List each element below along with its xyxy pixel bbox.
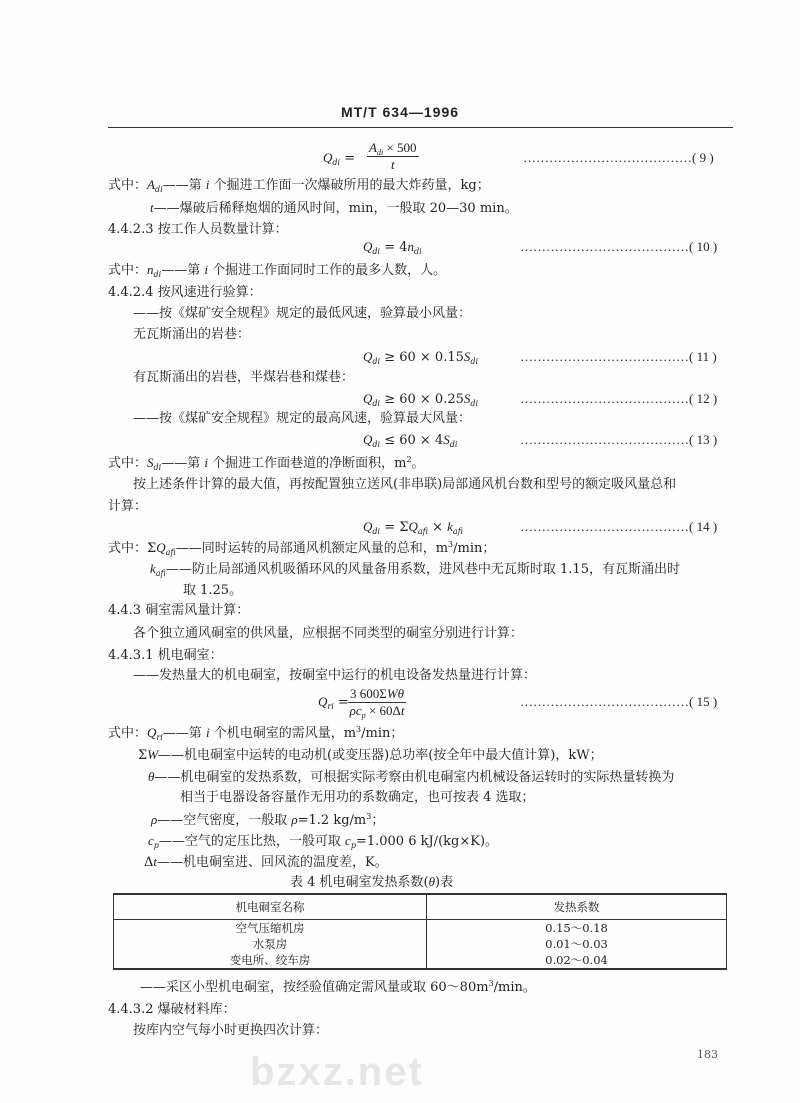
text-run: 3 600Σ bbox=[350, 686, 387, 701]
math-symbol: k bbox=[447, 519, 453, 534]
subscript: di bbox=[372, 399, 381, 408]
math-symbol: S bbox=[463, 349, 471, 364]
cell-coefficient: 0.15～0.18 bbox=[545, 921, 608, 935]
eq11-number bbox=[520, 349, 717, 365]
text-run: 各个独立通风硐室的供风量，应根据不同类型的硐室分别进行计算： bbox=[133, 626, 524, 641]
eq15-lhs bbox=[318, 694, 349, 711]
text-run: 有瓦斯涌出的岩巷，半煤岩巷和煤巷： bbox=[133, 370, 355, 385]
eq11-label: ( 11 ) bbox=[689, 349, 717, 364]
text-run: ——同时运转的局部通风机额定风量的总和，m bbox=[175, 541, 449, 556]
def-k-cont bbox=[183, 583, 242, 599]
eq9-lhs bbox=[323, 150, 355, 167]
math-symbol: i bbox=[204, 262, 208, 277]
math-symbol: i bbox=[205, 177, 210, 192]
eq10 bbox=[363, 239, 422, 256]
header-rule bbox=[108, 127, 733, 128]
math-symbol: Q bbox=[363, 349, 373, 364]
eq14-label: ( 14 ) bbox=[689, 519, 718, 534]
text-run: ——采区小型机电硐室，按经验值确定需风量或取 60～80m bbox=[140, 980, 489, 995]
def-S bbox=[108, 455, 425, 472]
subscript: di bbox=[414, 247, 422, 256]
eq15-denominator bbox=[348, 703, 406, 719]
subscript: afi bbox=[165, 548, 176, 557]
subscript: di bbox=[153, 270, 162, 279]
paragraph-chambers bbox=[133, 626, 523, 642]
eq15-number bbox=[520, 694, 717, 710]
text-run: = Σ bbox=[380, 520, 409, 535]
text-run: =1.2 kg/m bbox=[297, 813, 367, 828]
page-number: 183 bbox=[697, 1048, 718, 1061]
subscript: p bbox=[361, 711, 366, 720]
text-run: 按库内空气每小时更换四次计算： bbox=[133, 1023, 329, 1038]
math-symbol: Q bbox=[363, 391, 373, 406]
text-run: ——按《煤矿安全规程》规定的最高风速，验算最大风量： bbox=[133, 411, 472, 426]
text-run: 个机电硐室的需风量，m bbox=[209, 726, 357, 741]
cell-name: 水泵房 bbox=[114, 936, 427, 952]
eq15-label: ( 15 ) bbox=[689, 694, 718, 709]
text-run: /min。 bbox=[493, 980, 536, 995]
math-symbol: ρc bbox=[349, 703, 362, 718]
leader-dots: ………………………………… bbox=[520, 349, 689, 364]
math-symbol: Wθ bbox=[386, 686, 405, 701]
subscript: di bbox=[470, 399, 479, 408]
table-row bbox=[114, 936, 727, 952]
text-run: 计算： bbox=[108, 499, 148, 514]
def-cp bbox=[148, 833, 498, 850]
subscript: ri bbox=[327, 702, 334, 711]
cell-coefficient: 0.01～0.03 bbox=[545, 937, 608, 951]
subscript: di bbox=[332, 158, 341, 167]
math-symbol: Q bbox=[318, 694, 328, 709]
text-run: Σ bbox=[138, 748, 148, 763]
text-run: ——机电硐室的发热系数，可根据实际考察由机电硐室内机械设备运转时的实际热量转换为 bbox=[154, 770, 675, 785]
math-symbol: t bbox=[390, 157, 395, 172]
math-symbol: Q bbox=[363, 519, 373, 534]
math-symbol: S bbox=[147, 455, 154, 470]
text-run: 式中： bbox=[108, 726, 148, 741]
no-gas-roadway bbox=[133, 327, 250, 343]
def-k bbox=[150, 561, 680, 578]
def-rho bbox=[151, 812, 384, 829]
eq13 bbox=[363, 432, 457, 449]
superscript: 3 bbox=[488, 979, 494, 988]
math-symbol: c bbox=[148, 833, 154, 848]
math-symbol: i bbox=[205, 725, 210, 740]
superscript: 3 bbox=[356, 725, 362, 734]
math-symbol: A bbox=[147, 177, 155, 192]
eq9-fraction bbox=[367, 140, 419, 173]
subscript: di bbox=[470, 357, 479, 366]
math-symbol: k bbox=[150, 561, 156, 576]
text-run: × bbox=[427, 520, 448, 535]
math-symbol: Q bbox=[156, 540, 166, 555]
def-t bbox=[150, 200, 518, 217]
text-run: /min； bbox=[453, 541, 496, 556]
subscript: di bbox=[153, 463, 162, 472]
eq9-number bbox=[523, 150, 714, 166]
superscript: 3 bbox=[448, 540, 454, 549]
def-theta-cont bbox=[180, 790, 535, 806]
def-W bbox=[138, 747, 603, 764]
text-run: = bbox=[333, 695, 349, 710]
watermark: bzxz.net bbox=[250, 1050, 424, 1094]
eq9-label: ( 9 ) bbox=[692, 150, 714, 165]
subscript: di bbox=[376, 148, 384, 157]
heat-coefficient-table bbox=[113, 893, 727, 970]
eq15-numerator bbox=[348, 686, 406, 703]
math-symbol: n bbox=[407, 239, 415, 254]
math-symbol: Q bbox=[408, 519, 418, 534]
text-run: ——机电硐室进、回风流的温度差，K。 bbox=[157, 855, 388, 870]
subscript: di bbox=[449, 440, 458, 449]
table-row bbox=[114, 952, 727, 969]
text-run: 无瓦斯涌出的岩巷： bbox=[133, 327, 251, 342]
text-run: 表 4 机电硐室发热系数( bbox=[290, 875, 429, 890]
heat-chamber bbox=[133, 668, 536, 684]
eq12-label: ( 12 ) bbox=[689, 391, 718, 406]
eq13-number bbox=[520, 432, 717, 448]
math-symbol: c bbox=[345, 833, 351, 848]
math-symbol: S bbox=[443, 432, 450, 447]
subscript: afi bbox=[417, 527, 428, 536]
text-run: =1.000 6 kJ/(kg×K)。 bbox=[355, 834, 499, 849]
standard-header: MT/T 634—1996 bbox=[340, 104, 460, 120]
text-run: /min； bbox=[361, 726, 404, 741]
text-run: × 60Δ bbox=[365, 703, 401, 718]
eq14 bbox=[363, 519, 463, 536]
leader-dots: ………………………………… bbox=[520, 391, 689, 406]
text-run: ≥ 60 × 0.15 bbox=[380, 350, 464, 365]
math-symbol: ρ bbox=[151, 812, 158, 827]
math-symbol: Q bbox=[363, 239, 373, 254]
def-Q bbox=[108, 725, 403, 742]
subscript: p bbox=[153, 841, 159, 850]
text-run: )表 bbox=[435, 875, 454, 890]
paragraph-calc bbox=[108, 499, 147, 515]
cell-name: 变电所、绞车房 bbox=[114, 952, 427, 969]
def-sumQ bbox=[108, 540, 495, 557]
text-run: 式中： bbox=[108, 263, 148, 278]
text-run: Δ bbox=[144, 855, 154, 870]
table-caption bbox=[290, 874, 453, 891]
eq11 bbox=[363, 349, 478, 366]
math-symbol: W bbox=[147, 747, 159, 762]
section-4-4-2-3 bbox=[108, 222, 288, 238]
text-run: ——机电硐室中运转的电动机(或变压器)总功率(按全年中最大值计算)，kW； bbox=[158, 748, 603, 763]
math-symbol: Q bbox=[363, 432, 373, 447]
math-symbol: t bbox=[153, 854, 158, 869]
section-4-4-3-2 bbox=[108, 1002, 236, 1018]
leader-dots: ………………………………… bbox=[520, 432, 689, 447]
text-run: 4.4.2.3 按工作人员数量计算： bbox=[108, 222, 288, 237]
text-run: 按上述条件计算的最大值，再按配置独立送风(非串联)局部通风机台数和型号的额定吸风量总和 bbox=[133, 477, 677, 492]
subscript: p bbox=[350, 841, 356, 850]
section-4-4-2-4 bbox=[108, 285, 262, 301]
text-run: = 4 bbox=[380, 240, 408, 255]
leader-dots: ………………………………… bbox=[520, 694, 689, 709]
text-run: ——第 bbox=[162, 178, 206, 193]
text-run: ——按《煤矿安全规程》规定的最低风速，验算最小风量： bbox=[133, 306, 472, 321]
gas-roadway bbox=[133, 370, 354, 386]
superscript: 2 bbox=[406, 455, 412, 464]
math-symbol: Q bbox=[147, 725, 157, 740]
col-header-coefficient: 发热系数 bbox=[427, 894, 727, 920]
math-symbol: ρ bbox=[291, 812, 298, 827]
subscript: afi bbox=[452, 527, 463, 536]
eq12-number bbox=[520, 391, 717, 407]
superscript: 3 bbox=[366, 812, 372, 821]
def-theta bbox=[148, 769, 674, 786]
explosives-store bbox=[133, 1023, 328, 1039]
math-symbol: n bbox=[147, 262, 154, 277]
leader-dots: ………………………………… bbox=[520, 239, 689, 254]
table-row bbox=[114, 920, 727, 937]
eq12 bbox=[363, 391, 478, 408]
text-run: ——第 bbox=[162, 726, 206, 741]
text-run: 4.4.3.1 机电硐室： bbox=[108, 648, 223, 663]
subscript: di bbox=[372, 247, 381, 256]
text-run: ； bbox=[371, 813, 385, 828]
text-run: ——第 bbox=[161, 263, 205, 278]
text-run: ——第 bbox=[161, 456, 205, 471]
math-symbol: A bbox=[369, 140, 377, 155]
leader-dots: ………………………………… bbox=[520, 519, 689, 534]
eq10-label: ( 10 ) bbox=[689, 239, 718, 254]
text-run: 4.4.3.2 爆破材料库： bbox=[108, 1002, 236, 1017]
math-symbol: i bbox=[204, 455, 208, 470]
col-header-name: 机电硐室名称 bbox=[114, 894, 427, 920]
section-4-4-3-1 bbox=[108, 648, 223, 664]
def-n bbox=[108, 262, 446, 279]
text-run: ——防止局部通风机吸循环风的风量备用系数，进风巷中无瓦斯时取 1.15，有瓦斯涌出时 bbox=[165, 562, 680, 577]
subscript: ri bbox=[156, 733, 163, 742]
math-symbol: θ bbox=[428, 874, 435, 889]
math-symbol: Q bbox=[323, 150, 333, 165]
cell-coefficient: 0.02～0.04 bbox=[545, 953, 608, 967]
subscript: afi bbox=[155, 569, 166, 578]
table-header-row bbox=[114, 894, 727, 920]
subscript: di bbox=[372, 440, 381, 449]
eq13-label: ( 13 ) bbox=[689, 432, 718, 447]
subscript: di bbox=[372, 527, 381, 536]
cell-name: 空气压缩机房 bbox=[114, 920, 427, 937]
text-run: 取 1.25。 bbox=[183, 583, 243, 598]
text-run: ——发热量大的机电硐室，按硐室中运行的机电设备发热量进行计算： bbox=[133, 668, 537, 683]
def-dt bbox=[144, 854, 388, 871]
math-symbol: t bbox=[400, 703, 405, 718]
eq14-number bbox=[520, 519, 717, 535]
section-4-4-3 bbox=[108, 603, 249, 619]
text-run: 4.4.2.4 按风速进行验算： bbox=[108, 285, 262, 300]
text-run: ——空气密度，一般取 bbox=[157, 813, 292, 828]
min-wind-speed bbox=[133, 306, 471, 322]
eq9-denominator bbox=[367, 157, 419, 173]
text-run: 式中： bbox=[108, 178, 148, 193]
subscript: di bbox=[154, 185, 163, 194]
text-run: 个掘进工作面同时工作的最多人数，人。 bbox=[207, 263, 447, 278]
leader-dots: ………………………………… bbox=[523, 150, 692, 165]
eq10-number bbox=[520, 239, 717, 255]
text-run: = bbox=[340, 151, 356, 166]
text-run: 4.4.3 硐室需风量计算： bbox=[108, 603, 250, 618]
text-run: 个掘进工作面一次爆破所用的最大炸药量，kg； bbox=[209, 178, 490, 193]
text-run: 式中： bbox=[108, 456, 148, 471]
text-run: × 500 bbox=[383, 140, 417, 155]
paragraph-max-value bbox=[133, 477, 676, 493]
text-run: ——空气的定压比热，一般可取 bbox=[158, 834, 346, 849]
text-run: 相当于电器设备容量作无用功的系数确定，也可按表 4 选取； bbox=[180, 790, 535, 805]
max-wind-speed bbox=[133, 411, 471, 427]
text-run: 式中：Σ bbox=[108, 541, 157, 556]
math-symbol: S bbox=[463, 391, 471, 406]
subscript: di bbox=[372, 357, 381, 366]
math-symbol: θ bbox=[148, 769, 155, 784]
eq15-fraction bbox=[348, 686, 406, 719]
small-chamber bbox=[140, 980, 536, 996]
math-symbol: t bbox=[150, 200, 154, 215]
text-run: ≥ 60 × 0.25 bbox=[380, 392, 464, 407]
text-run: 个掘进工作面巷道的净断面积，m bbox=[207, 456, 407, 471]
text-run: 。 bbox=[411, 456, 425, 471]
text-run: ≤ 60 × 4 bbox=[380, 433, 444, 448]
def-A bbox=[108, 177, 490, 194]
text-run: ——爆破后稀释炮烟的通风时间，min，一般取 20—30 min。 bbox=[153, 201, 518, 216]
eq9-numerator bbox=[367, 140, 419, 157]
